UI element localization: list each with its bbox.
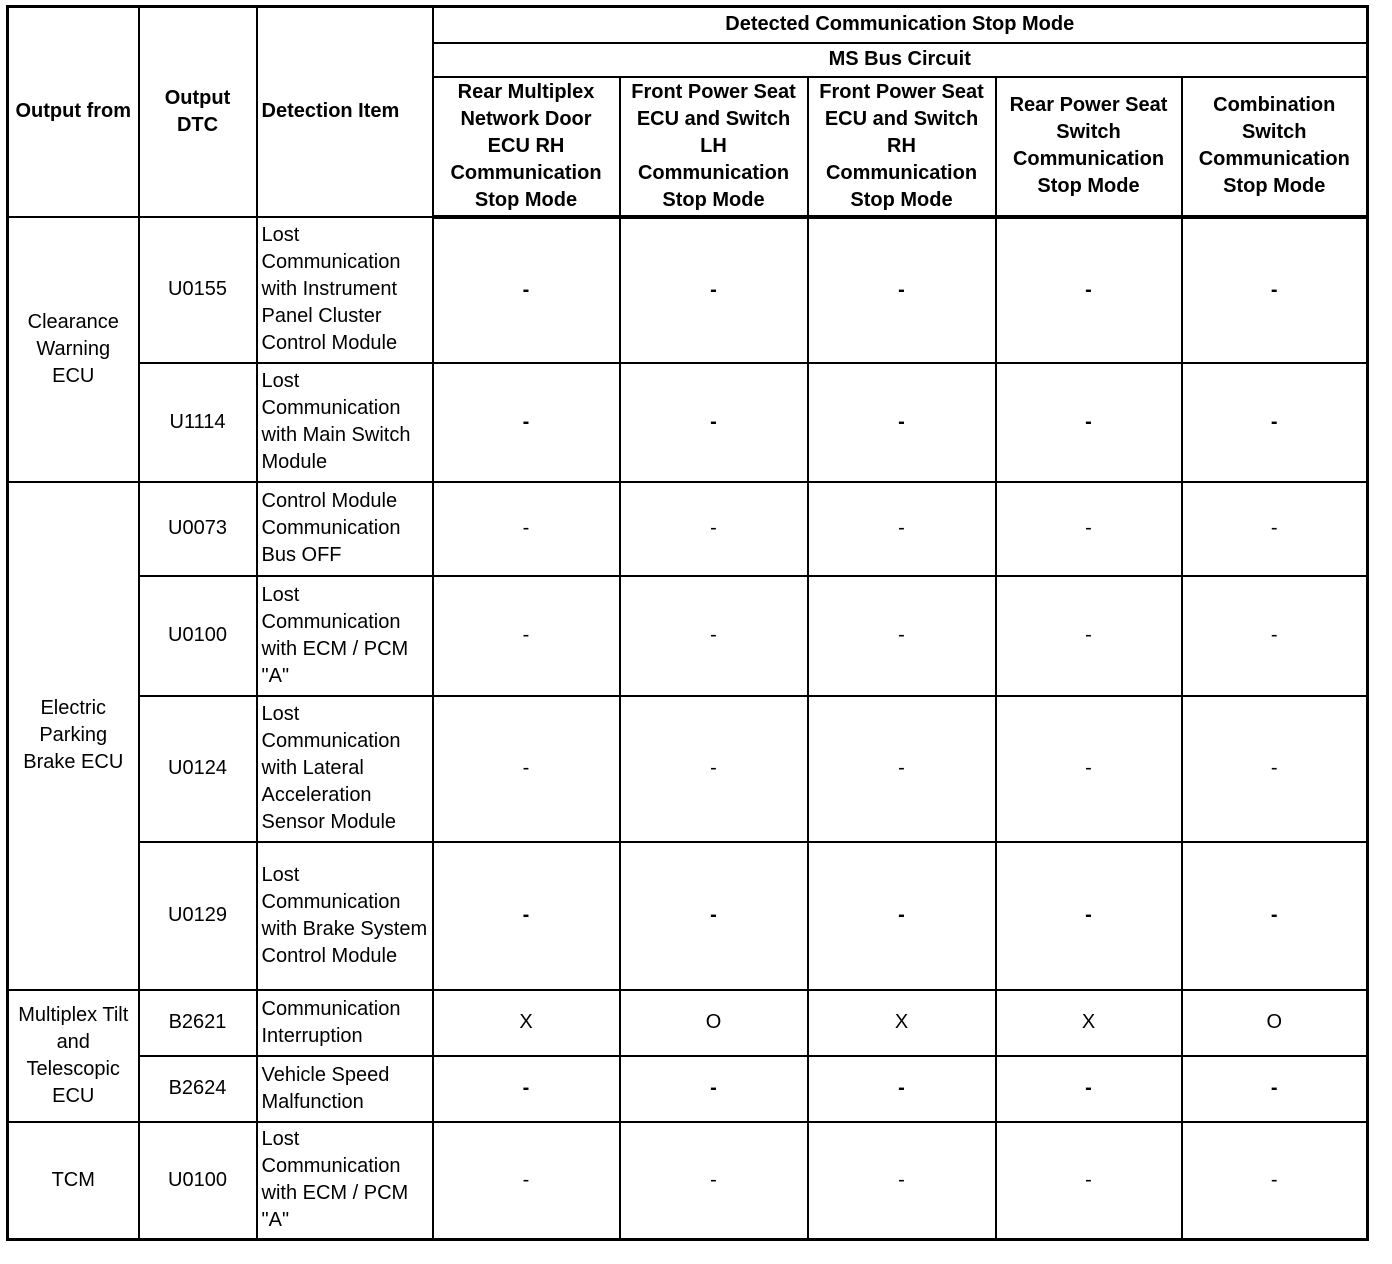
header-mode-front-seat-rh: Front Power Seat ECU and Switch RH Communication Stop Mode [808,77,996,217]
mode-value-cell: - [996,482,1182,576]
mode-value-cell: - [620,1122,808,1240]
table-row [8,482,1368,576]
mode-value-cell: - [433,1122,620,1240]
detection-item-cell: Communication Interruption [257,990,433,1056]
mode-value-cell: - [808,217,996,363]
dtc-communication-table [6,5,1369,1241]
header-mode-front-seat-lh: Front Power Seat ECU and Switch LH Communication Stop Mode [620,77,808,217]
mode-value-cell: - [1182,576,1368,696]
mode-value-cell: - [1182,1056,1368,1122]
output-from-cell: TCM [8,1122,139,1240]
header-mode-rear-multiplex-door-rh: Rear Multiplex Network Door ECU RH Communication Stop Mode [433,77,620,217]
header-mode-rear-seat-switch: Rear Power Seat Switch Communication Stop Mode [996,77,1182,217]
dtc-cell: U0100 [139,576,257,696]
table-row [8,990,1368,1056]
mode-value-cell: - [1182,1122,1368,1240]
mode-value-cell: - [620,576,808,696]
mode-value-cell: - [433,696,620,842]
detection-item-cell: Lost Communication with ECM / PCM "A" [257,576,433,696]
mode-value-cell: X [433,990,620,1056]
mode-value-cell: - [1182,482,1368,576]
mode-value-cell: - [620,482,808,576]
output-from-cell: Clearance Warning ECU [8,217,139,482]
mode-value-cell: - [996,1056,1182,1122]
dtc-cell: B2624 [139,1056,257,1122]
dtc-cell: U0073 [139,482,257,576]
detection-item-cell: Lost Communication with Main Switch Module [257,363,433,482]
mode-value-cell: - [996,696,1182,842]
detection-item-cell: Lost Communication with Lateral Acceleration Sensor Module [257,696,433,842]
mode-value-cell: - [1182,842,1368,990]
dtc-cell: U0100 [139,1122,257,1240]
mode-value-cell: - [433,842,620,990]
mode-value-cell: - [808,1056,996,1122]
header-output-dtc: Output DTC [139,7,257,217]
header-mode-combination-switch: Combination Switch Communication Stop Mode [1182,77,1368,217]
mode-value-cell: - [620,696,808,842]
dtc-cell: U0124 [139,696,257,842]
dtc-cell: U1114 [139,363,257,482]
mode-value-cell: X [808,990,996,1056]
header-detection-item: Detection Item [257,7,433,217]
mode-value-cell: - [620,363,808,482]
header-ms-bus-circuit: MS Bus Circuit [433,43,1368,77]
mode-value-cell: - [433,482,620,576]
mode-value-cell: - [996,842,1182,990]
mode-value-cell: - [620,842,808,990]
detection-item-cell: Lost Communication with Instrument Panel Cluster Control Module [257,217,433,363]
dtc-cell: B2621 [139,990,257,1056]
mode-value-cell: - [808,482,996,576]
mode-value-cell: O [620,990,808,1056]
detection-item-cell: Lost Communication with Brake System Control Module [257,842,433,990]
mode-value-cell: - [996,217,1182,363]
dtc-cell: U0155 [139,217,257,363]
mode-value-cell: - [433,217,620,363]
table-row [8,363,1368,482]
output-from-cell: Electric Parking Brake ECU [8,482,139,990]
mode-value-cell: - [996,576,1182,696]
mode-value-cell: - [996,1122,1182,1240]
mode-value-cell: - [808,1122,996,1240]
mode-value-cell: - [808,842,996,990]
mode-value-cell: O [1182,990,1368,1056]
mode-value-cell: - [433,363,620,482]
detection-item-cell: Vehicle Speed Malfunction [257,1056,433,1122]
dtc-cell: U0129 [139,842,257,990]
mode-value-cell: - [808,363,996,482]
mode-value-cell: - [1182,217,1368,363]
table-row [8,217,1368,363]
table-row [8,1056,1368,1122]
mode-value-cell: - [433,576,620,696]
mode-value-cell: - [620,217,808,363]
detection-item-cell: Lost Communication with ECM / PCM "A" [257,1122,433,1240]
header-output-from: Output from [8,7,139,217]
mode-value-cell: - [808,576,996,696]
mode-value-cell: - [433,1056,620,1122]
mode-value-cell: - [620,1056,808,1122]
mode-value-cell: - [996,363,1182,482]
mode-value-cell: - [1182,363,1368,482]
detection-item-cell: Control Module Communication Bus OFF [257,482,433,576]
header-detected-mode-group: Detected Communication Stop Mode [433,7,1368,43]
table-row [8,696,1368,842]
mode-value-cell: - [808,696,996,842]
table-row [8,842,1368,990]
output-from-cell: Multiplex Tilt and Telescopic ECU [8,990,139,1122]
mode-value-cell: X [996,990,1182,1056]
table-row [8,1122,1368,1240]
table-row [8,576,1368,696]
mode-value-cell: - [1182,696,1368,842]
